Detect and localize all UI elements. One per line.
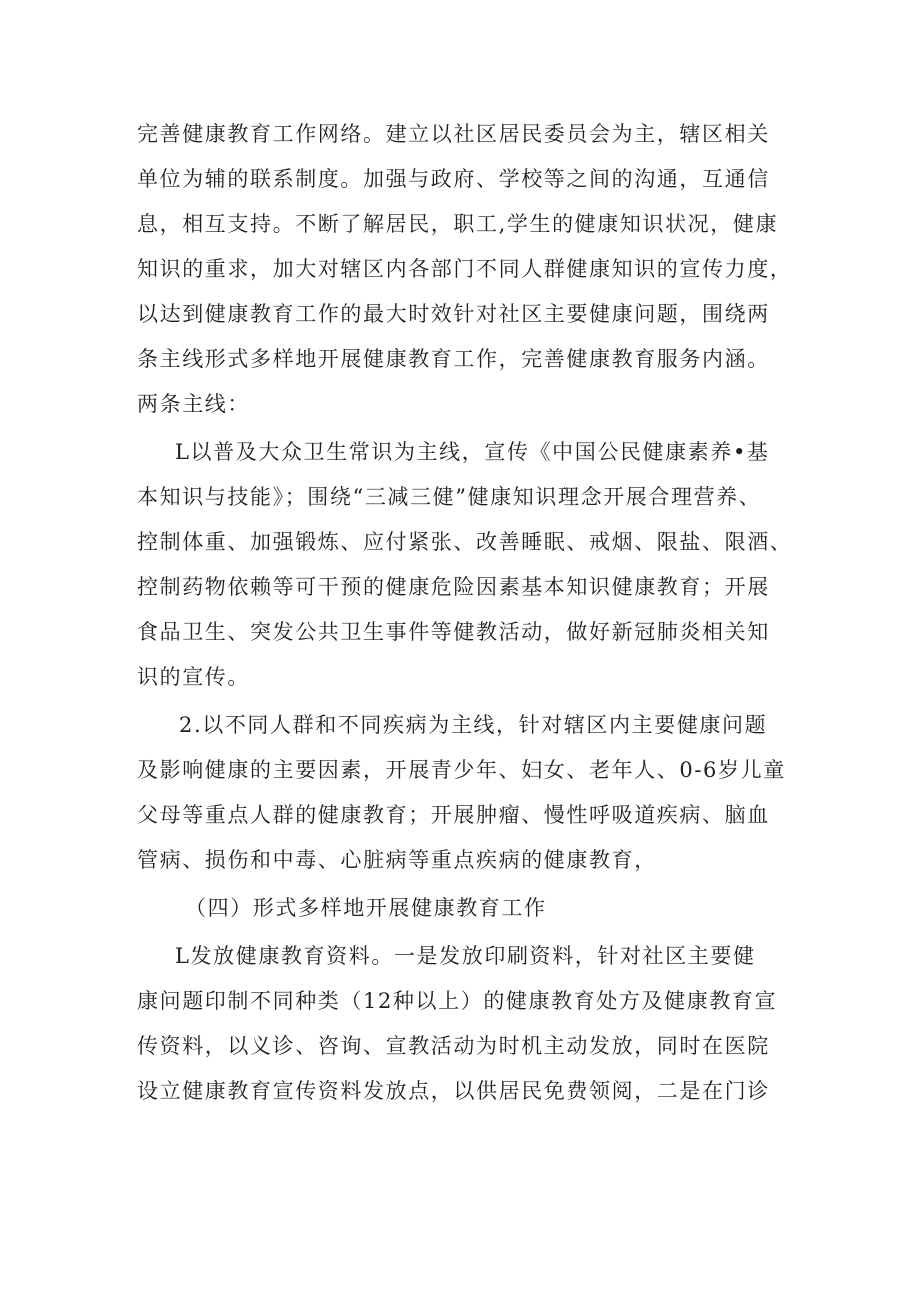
list-item-line: 传资料，以义诊、咨询、宣教活动为时机主动发放，同时在医院 bbox=[137, 1034, 770, 1058]
paragraph-line: 两条主线： bbox=[137, 392, 250, 416]
list-item-line: 2.以不同人群和不同疾病为主线，针对辖区内主要健康问题 bbox=[179, 713, 768, 737]
list-item-line: 识的宣传。 bbox=[137, 665, 250, 689]
list-item-line: 本知识与技能》；围绕“三减三健”健康知识理念开展合理营养、 bbox=[137, 485, 762, 509]
list-item-line: 食品卫生、突发公共卫生事件等健教活动，做好新冠肺炎相关知 bbox=[137, 620, 770, 644]
paragraph-line: 条主线形式多样地开展健康教育工作，完善健康教育服务内涵。 bbox=[137, 347, 770, 371]
list-item-line: 控制药物依赖等可干预的健康危险因素基本知识健康教育；开展 bbox=[137, 575, 770, 599]
list-item-line: 控制体重、加强锻炼、应付紧张、改善睡眠、戒烟、限盐、限酒、 bbox=[137, 530, 793, 554]
list-item-line: 康问题印制不同种类（12种以上）的健康教育处方及健康教育宣 bbox=[137, 989, 778, 1013]
document-body bbox=[137, 112, 805, 1114]
paragraph-line: 知识的重求，加大对辖区内各部门不同人群健康知识的宣传力度， bbox=[137, 257, 793, 281]
list-item-line: 设立健康教育宣传资料发放点，以供居民免费领阅，二是在门诊 bbox=[137, 1079, 770, 1103]
list-item-line: 父母等重点人群的健康教育；开展肿瘤、慢性呼吸道疾病、脑血 bbox=[137, 803, 770, 827]
paragraph-line: 息，相互支持。不断了解居民，职工,学生的健康知识状况，健康 bbox=[137, 212, 779, 236]
list-item-line: 及影响健康的主要因素，开展青少年、妇女、老年人、0-6岁儿童 bbox=[137, 758, 786, 782]
paragraph-line: 完善健康教育工作网络。建立以社区居民委员会为主，辖区相关 bbox=[137, 122, 770, 146]
section-heading: （四）形式多样地开展健康教育工作 bbox=[185, 896, 547, 920]
paragraph-line: 单位为辅的联系制度。加强与政府、学校等之间的沟通，互通信 bbox=[137, 167, 770, 191]
paragraph-line: 以达到健康教育工作的最大时效针对社区主要健康问题，围绕两 bbox=[137, 302, 770, 326]
list-item-line: L以普及大众卫生常识为主线，宣传《中国公民健康素养•基 bbox=[175, 440, 770, 464]
list-item-line: 管病、损伤和中毒、心脏病等重点疾病的健康教育， bbox=[137, 848, 657, 872]
list-item-line: L发放健康教育资料。一是发放印刷资料，针对社区主要健 bbox=[175, 944, 756, 968]
